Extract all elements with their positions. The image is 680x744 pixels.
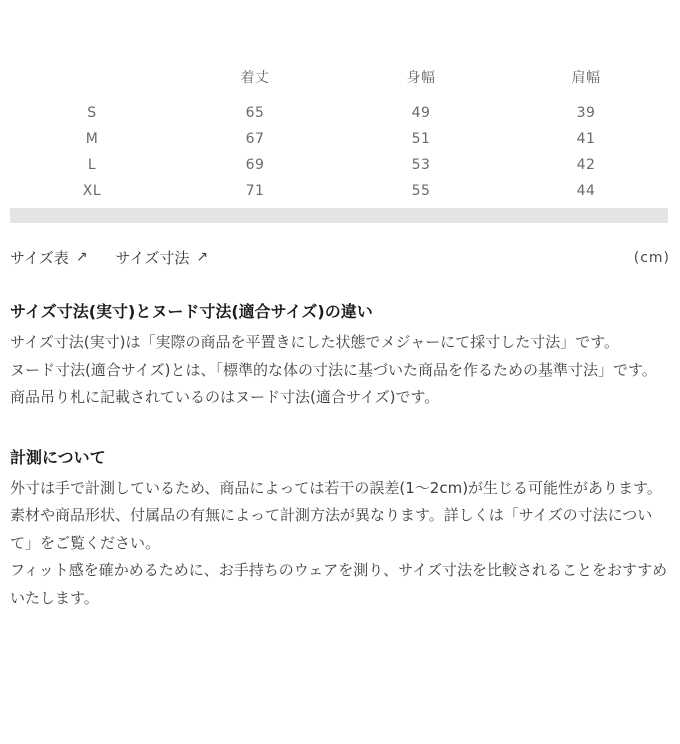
measurement-cell: 49 (411, 105, 431, 121)
size-measurements-link[interactable] (116, 247, 209, 268)
size-label: L (87, 157, 97, 173)
measurement-cell: 51 (411, 131, 431, 147)
measurement-cell: 41 (576, 131, 596, 147)
unit-label: (cm) (633, 249, 670, 266)
table-row-xl (12, 178, 668, 204)
measurement-cell: 44 (576, 183, 596, 199)
measurement-cell: 53 (411, 157, 431, 173)
paragraph: 素材や商品形状、付属品の有無によって計測方法が異なります。詳しくは「サイズの寸法について」をご覧ください。 (10, 506, 653, 552)
paragraph: サイズ寸法(実寸)は「実際の商品を平置きにした状態でメジャーにて採寸した寸法」です。 (10, 333, 620, 351)
divider-bar (10, 208, 668, 223)
external-link-icon: ↗ (196, 248, 209, 265)
size-label: S (87, 105, 97, 121)
column-header-length: 着丈 (240, 70, 270, 86)
paragraph: 商品吊り札に記載されているのはヌード寸法(適合サイズ)です。 (10, 388, 440, 406)
size-chart-link-label: サイズ表 (10, 249, 69, 267)
measurement-cell: 71 (245, 183, 265, 199)
column-header-width: 身幅 (406, 70, 436, 86)
size-measurements-link-label: サイズ寸法 (115, 249, 190, 267)
section-heading: 計測について (10, 447, 106, 467)
measurement-cell: 69 (245, 157, 265, 173)
paragraph: フィット感を確かめるために、お手持ちのウェアを測り、サイズ寸法を比較されることをおすすめいたします。 (10, 561, 668, 607)
section-measurement-notes (10, 447, 670, 613)
content-area (10, 301, 670, 612)
size-table-header-row (12, 64, 668, 90)
measurement-cell: 42 (576, 157, 596, 173)
size-chart-link[interactable] (10, 247, 88, 268)
section-size-definitions (10, 301, 670, 412)
table-row-s (12, 100, 668, 126)
measurement-cell: 65 (245, 105, 265, 121)
size-label: M (85, 131, 99, 147)
links-row (10, 247, 670, 268)
external-link-icon: ↗ (75, 248, 88, 265)
paragraph: ヌード寸法(適合サイズ)とは、「標準的な体の寸法に基づいた商品を作るための基準寸法」です。 (10, 360, 657, 379)
column-header-shoulder: 肩幅 (571, 70, 601, 86)
table-row-l (12, 152, 668, 178)
table-row-m (12, 126, 668, 152)
measurement-cell: 67 (245, 131, 265, 147)
paragraph: 外寸は手で計測しているため、商品によっては若干の誤差(1〜2cm)が生じる可能性があります。 (10, 478, 662, 497)
measurement-cell: 39 (576, 105, 596, 121)
measurement-cell: 55 (411, 183, 431, 199)
section-heading: サイズ寸法(実寸)とヌード寸法(適合サイズ)の違い (10, 302, 373, 321)
size-table (12, 64, 668, 204)
size-label: XL (82, 183, 102, 199)
